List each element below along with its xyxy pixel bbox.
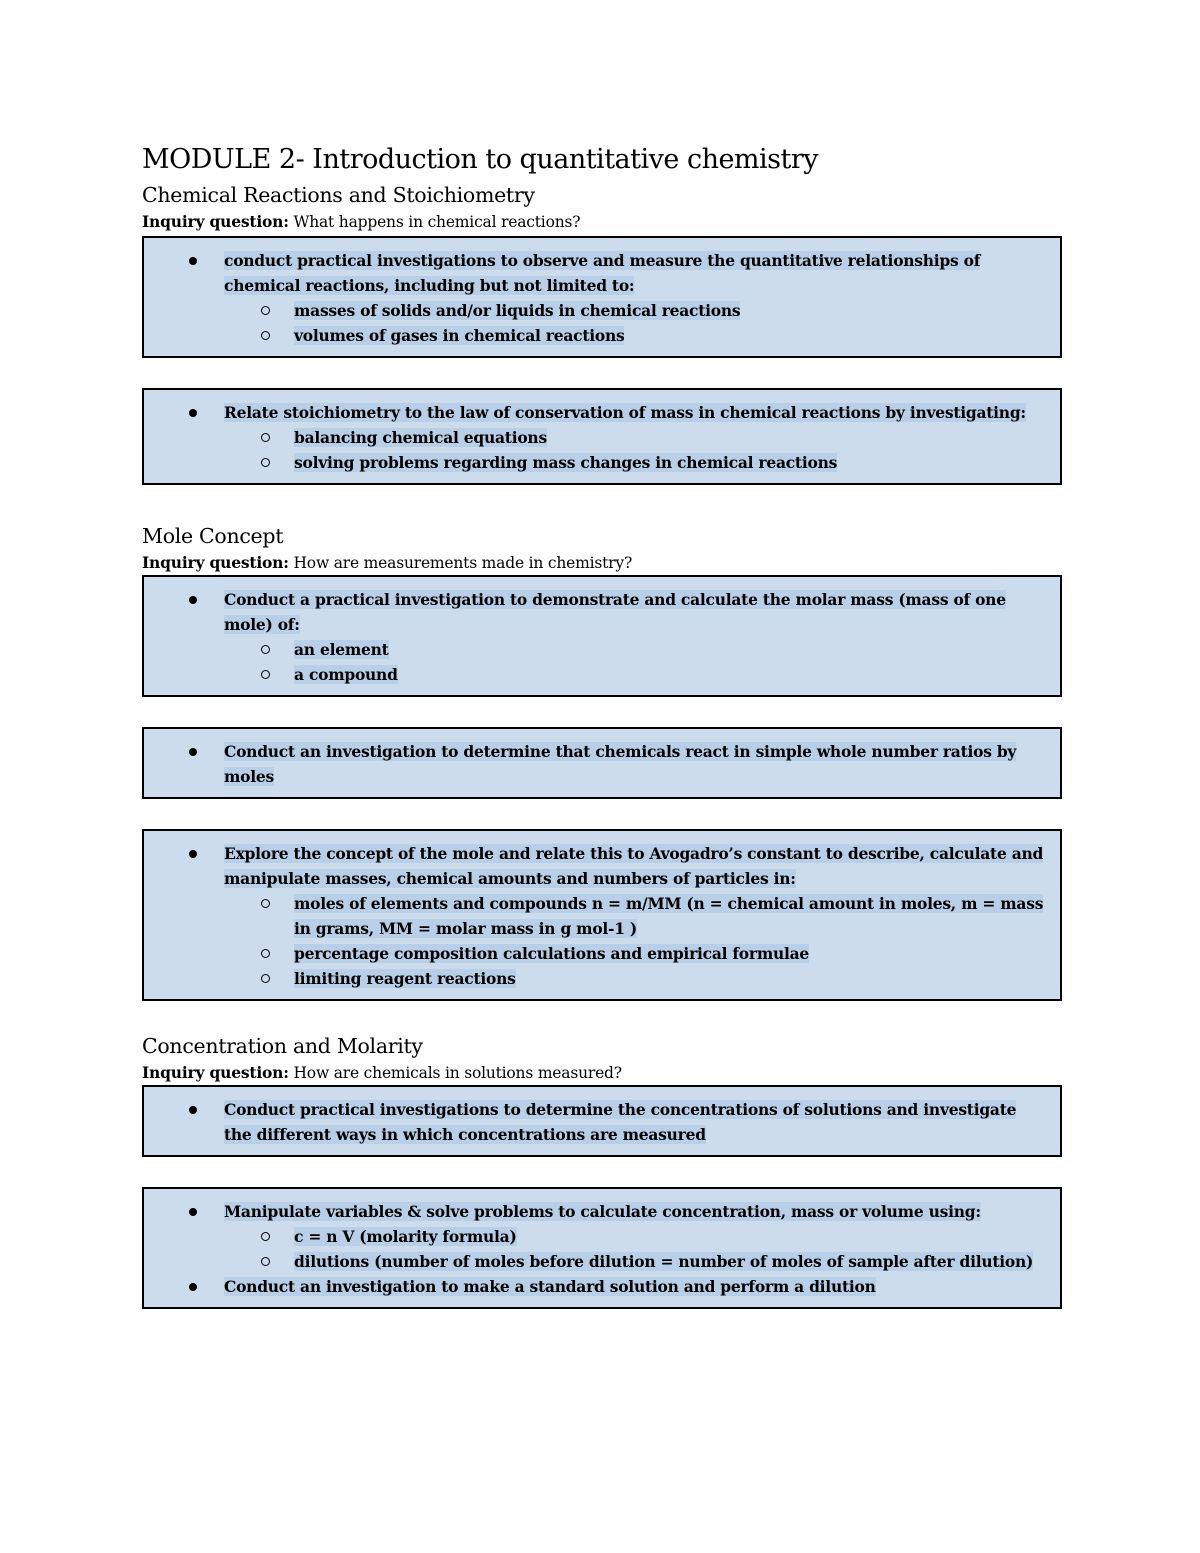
sub-bullet-item: an element	[224, 637, 1048, 662]
bullet-item: Explore the concept of the mole and relate this to Avogadro’s constant to describe, calculate and manipulate masses, chemical amounts and numbers of particles in: moles of elements and compounds n = m/MM (n = chemical amount in moles, m = mass in grams, MM = molar mass in g mol-1 ) percentage composition calculations and empirical formulae limiting reagent reactions	[144, 841, 1048, 991]
inquiry-text: How are chemicals in solutions measured?	[288, 1064, 622, 1082]
outcome-box	[142, 1187, 1062, 1309]
outcome-box	[142, 236, 1062, 358]
sub-bullet-item: masses of solids and/or liquids in chemical reactions	[224, 298, 1048, 323]
section-title-concentration: Concentration and Molarity	[142, 1034, 423, 1058]
bullet-item: Conduct practical investigations to determine the concentrations of solutions and investigate the different ways in which concentrations are measured	[144, 1097, 1048, 1147]
outcome-box	[142, 727, 1062, 799]
inquiry-label: Inquiry question:	[142, 553, 289, 572]
sub-bullet-item: moles of elements and compounds n = m/MM (n = chemical amount in moles, m = mass in grams, MM = molar mass in g mol-1 )	[224, 891, 1048, 941]
sub-bullet-item: c = n V (molarity formula)	[224, 1224, 1048, 1249]
outcome-box	[142, 388, 1062, 485]
module-title: MODULE 2- Introduction to quantitative chemistry	[142, 144, 819, 175]
inquiry-text: What happens in chemical reactions?	[288, 213, 581, 231]
bullet-item: Manipulate variables & solve problems to calculate concentration, mass or volume using: c = n V (molarity formula) dilutions (number of moles before dilution = number of moles of sample after dilution)	[144, 1199, 1048, 1274]
document-page	[142, 140, 1062, 1309]
sub-bullet-item: limiting reagent reactions	[224, 966, 1048, 991]
section-title-stoichiometry: Chemical Reactions and Stoichiometry	[142, 183, 535, 207]
bullet-item: Conduct a practical investigation to demonstrate and calculate the molar mass (mass of one mole) of: an element a compound	[144, 587, 1048, 687]
bullet-item: Conduct an investigation to make a standard solution and perform a dilution	[144, 1274, 1048, 1299]
inquiry-question	[142, 1061, 1062, 1085]
bullet-item: Conduct an investigation to determine that chemicals react in simple whole number ratios by moles	[144, 739, 1048, 789]
inquiry-label: Inquiry question:	[142, 212, 289, 231]
inquiry-question	[142, 551, 1062, 575]
sub-bullet-item: dilutions (number of moles before dilution = number of moles of sample after dilution)	[224, 1249, 1048, 1274]
bullet-item: Relate stoichiometry to the law of conservation of mass in chemical reactions by investigating: balancing chemical equations solving problems regarding mass changes in chemical reactions	[144, 400, 1048, 475]
bullet-item: conduct practical investigations to observe and measure the quantitative relationships of chemical reactions, including but not limited to: masses of solids and/or liquids in chemical reactions volumes of gases in chemical reactions	[144, 248, 1048, 348]
sub-bullet-item: volumes of gases in chemical reactions	[224, 323, 1048, 348]
sub-bullet-item: balancing chemical equations	[224, 425, 1048, 450]
inquiry-question	[142, 210, 1062, 234]
section-title-mole-concept: Mole Concept	[142, 524, 284, 548]
outcome-box	[142, 829, 1062, 1001]
inquiry-text: How are measurements made in chemistry?	[288, 554, 633, 572]
sub-bullet-item: percentage composition calculations and empirical formulae	[224, 941, 1048, 966]
outcome-box	[142, 575, 1062, 697]
outcome-box	[142, 1085, 1062, 1157]
sub-bullet-item: solving problems regarding mass changes in chemical reactions	[224, 450, 1048, 475]
sub-bullet-item: a compound	[224, 662, 1048, 687]
inquiry-label: Inquiry question:	[142, 1063, 289, 1082]
